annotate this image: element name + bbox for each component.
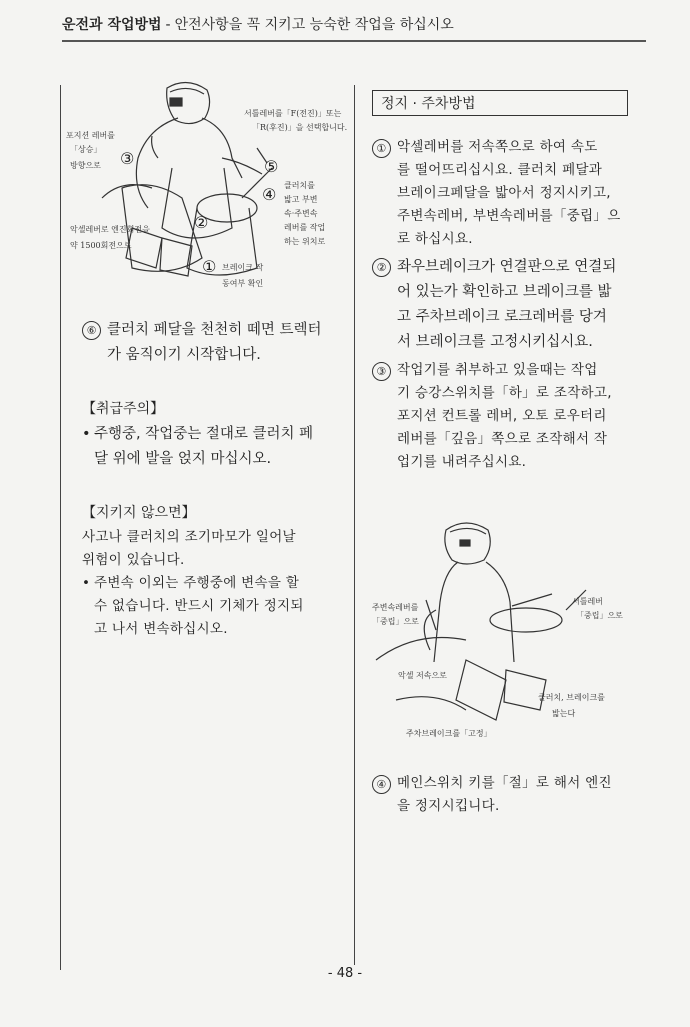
figure2-labels xyxy=(372,596,623,738)
label-accel-2: 약 1500회전으로 xyxy=(70,241,132,250)
num-2: ② xyxy=(194,213,209,232)
label-clutch-1: 클러치를 xyxy=(284,181,315,190)
step-line: 기 승강스위치를「하」로 조작하고, xyxy=(397,385,612,401)
header-subtitle: 안전사항을 꼭 지키고 능숙한 작업을 하십시오 xyxy=(174,17,454,33)
parking-illustration xyxy=(366,510,646,750)
label-shuttle-2: 「중립」으로 xyxy=(576,611,623,620)
label-brake-1: 브레이크 작 xyxy=(222,263,264,272)
right-column xyxy=(372,90,642,474)
label-clutch-brake-2: 밟는다 xyxy=(552,709,576,718)
stop-step-2 xyxy=(372,255,642,355)
label-main-shift-2: 「중립」으로 xyxy=(372,617,419,626)
caution-heading: 【취급주의】 xyxy=(82,401,165,417)
warning-heading: 【지키지 않으면】 xyxy=(82,505,196,521)
label-position-lever-1: 포지션 레버를 xyxy=(66,131,115,140)
step-line: 업기를 내려주십시요. xyxy=(397,454,527,470)
left-column xyxy=(82,318,342,641)
warning-line: 사고나 클러치의 조기마모가 일어날 xyxy=(82,529,296,545)
warning-bullet-line: 수 없습니다. 반드시 기체가 정지되 xyxy=(94,598,304,614)
step-6-line: 가 움직이기 시작합니다. xyxy=(107,347,261,363)
header-separator: - xyxy=(165,17,171,33)
warning-bullet-line: 주변속 이외는 주행중에 변속을 할 xyxy=(94,575,300,591)
caution-item xyxy=(82,422,342,472)
page-number: - 48 - xyxy=(327,966,363,981)
tractor-operation-illustration xyxy=(62,78,352,308)
stop-step-2-number: ② xyxy=(372,258,391,277)
stop-step-1-number: ① xyxy=(372,139,391,158)
step-line: 어 있는가 확인하고 브레이크를 밟 xyxy=(397,284,612,300)
label-accel-1: 악셀레버로 엔진회전을 xyxy=(70,225,150,234)
step-line: 고 주차브레이크 로크레버를 당겨 xyxy=(397,309,607,325)
label-brake-2: 동여부 확인 xyxy=(222,279,264,288)
warning-bullet xyxy=(82,572,342,641)
label-shuttle-1: 서틀레버 xyxy=(572,597,603,606)
step-line: 서 브레이크를 고정시키십시요. xyxy=(397,334,593,350)
bullet: • xyxy=(82,426,91,442)
caution-line: 달 위에 발을 얹지 마십시오. xyxy=(94,451,272,467)
stop-step-4-number: ④ xyxy=(372,775,391,794)
step-line: 작업기를 취부하고 있을때는 작업 xyxy=(397,362,598,378)
column-divider xyxy=(354,85,355,965)
stop-step-1 xyxy=(372,136,642,251)
step-line: 메인스위치 키를「절」로 해서 엔진 xyxy=(397,775,612,791)
label-main-shift-1: 주변속레버를 xyxy=(372,603,419,612)
step-6-text xyxy=(107,318,322,368)
step-line: 포지션 컨트롤 레버, 오토 로우터리 xyxy=(397,408,607,424)
caution-line: 주행중, 작업중는 절대로 클러치 페 xyxy=(94,426,314,442)
label-parking-brake: 주차브레이크를「고정」 xyxy=(406,729,492,738)
label-position-lever-3: 방향으로 xyxy=(70,161,101,170)
label-clutch-3: 속·주변속 xyxy=(284,209,318,218)
step-line: 브레이크페달을 밟아서 정지시키고, xyxy=(397,185,611,201)
num-4: ④ xyxy=(262,185,277,204)
stop-step-4-wrap xyxy=(372,772,642,818)
label-clutch-5: 하는 위치로 xyxy=(284,237,326,246)
label-shift-lever-2: 「R(후진)」을 선택합니다. xyxy=(252,123,348,132)
step-line: 레버를「깊음」쪽으로 조작해서 작 xyxy=(397,431,608,447)
step-line: 주변속레버, 부변속레버를「중립」으 xyxy=(397,208,621,224)
num-5: ⑤ xyxy=(264,157,279,176)
left-margin-line xyxy=(60,85,61,970)
label-shift-lever-1: 서틀레버를「F(전진)」또는 xyxy=(244,109,342,118)
stop-step-4 xyxy=(372,772,642,818)
step-line: 를 떨어뜨리십시요. 클러치 페달과 xyxy=(397,162,603,178)
num-1: ① xyxy=(202,257,217,276)
num-3: ③ xyxy=(120,149,135,168)
operator-figure-2 xyxy=(424,523,552,662)
header-rule xyxy=(62,40,646,42)
label-clutch-2: 밟고 부변 xyxy=(284,195,318,204)
stop-step-3 xyxy=(372,359,642,474)
step-6-number: ⑥ xyxy=(82,321,101,340)
label-accel-low: 악셀 저속으로 xyxy=(398,671,447,680)
label-clutch-4: 레버를 작업 xyxy=(284,223,326,232)
warning-line: 위험이 있습니다. xyxy=(82,552,185,568)
label-position-lever-2: 「상승」 xyxy=(70,145,102,154)
warning-bullet-line: 고 나서 변속하십시오. xyxy=(94,621,228,637)
step-line: 로 하십시요. xyxy=(397,231,473,247)
label-clutch-brake-1: 클러치, 브레이크를 xyxy=(538,693,605,702)
bullet: • xyxy=(82,575,91,591)
step-line: 좌우브레이크가 연결판으로 연결되 xyxy=(397,259,617,275)
page-header xyxy=(62,14,662,34)
step-6 xyxy=(82,318,342,368)
header-title: 운전과 작업방법 xyxy=(62,17,162,33)
step-6-line: 클러치 페달을 천천히 떼면 트렉터 xyxy=(107,322,322,338)
warning-text xyxy=(82,526,342,572)
stop-step-3-number: ③ xyxy=(372,362,391,381)
section-title: 정지 · 주차방법 xyxy=(372,90,628,116)
step-line: 악셀레버를 저속쪽으로 하여 속도 xyxy=(397,139,598,155)
step-line: 을 정지시킵니다. xyxy=(397,798,500,814)
